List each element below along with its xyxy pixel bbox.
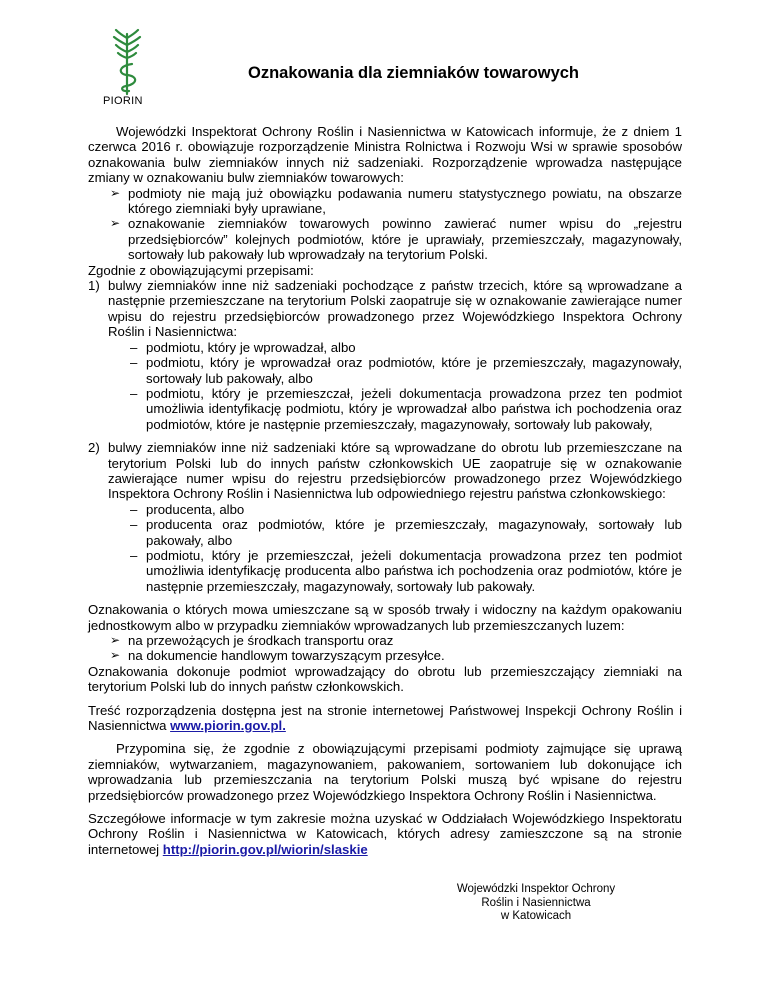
list-item: – producenta oraz podmiotów, które je przemieszczały, magazynowały, sortowały lub pakowały, albo bbox=[88, 517, 682, 548]
intro-paragraph: Wojewódzki Inspektorat Ochrony Roślin i Nasiennictwa w Katowicach informuje, że z dniem 1 czerwca 2016 r. obowiązuje rozporządzenie Ministra Rolnictwa i Rozwoju Wsi w sprawie sposobów oznakowania bulw ziemniaków innych niż sadzeniaki. Rozporządzenie wprowadza następujące zmiany w oznakowaniu bulw ziemniaków towarowych: bbox=[88, 124, 682, 186]
signature-line: Wojewódzki Inspektor Ochrony bbox=[456, 883, 616, 895]
placement-list bbox=[88, 633, 682, 664]
list-item: ➢ oznakowanie ziemniaków towarowych powinno zawierać numer wpisu do „rejestru przedsiębiorców” kolejnych podmiotów, które je uprawiały, przemieszczały, magazynowały, sortowały lub pakowały lub wprowadzały na terytorium Polski. bbox=[88, 216, 682, 262]
list-item: ➢ na przewożących je środkach transportu oraz bbox=[88, 633, 682, 648]
rule-2 bbox=[88, 440, 682, 502]
rule-1-items bbox=[88, 340, 682, 432]
list-item: – podmiotu, który je wprowadzał oraz podmiotów, które je przemieszczały, magazynowały, sortowały lub pakowały, albo bbox=[88, 355, 682, 386]
piorin-link[interactable]: www.piorin.gov.pl. bbox=[170, 718, 286, 734]
regulation-text: Treść rozporządzenia dostępna jest na stronie internetowej Państwowej Inspekcji Ochrony Roślin i Nasiennictwa bbox=[88, 702, 682, 734]
rule-number: 1) bbox=[88, 278, 100, 294]
details-paragraph bbox=[88, 811, 682, 857]
signature-line: w Katowicach bbox=[500, 910, 572, 922]
rule-text: bulwy ziemniaków inne niż sadzeniaki pochodzące z państw trzecich, które są wprowadzane a następnie przemieszczane na terytorium Polski zaopatruje się w oznakowanie zawierające numer wpisu do rejestru przedsiębiorców prowadzonego przez Wojewódzkiego Inspektora Ochrony Roślin i Nasiennictwa: bbox=[108, 278, 682, 340]
wiorin-link[interactable]: http://piorin.gov.pl/wiorin/slaskie bbox=[162, 841, 368, 857]
reminder-paragraph: Przypomina się, że zgodnie z obowiązującymi przepisami podmioty zajmujące się uprawą ziemniaków, wytwarzaniem, magazynowaniem, pakowaniem, sortowaniem lub dokonujące ich wprowadzania lub przemieszczania na terytorium Polski muszą być wpisane do rejestru przedsiębiorców prowadzonego przez Wojewódzkiego Inspektora Ochrony Roślin i Nasiennictwa. bbox=[88, 741, 682, 803]
rule-text: bulwy ziemniaków inne niż sadzeniaki które są wprowadzane do obrotu lub przemieszczane na terytorium Polski lub do innych państw członkowskich UE zaopatruje się w oznakowanie zawierające numer wpisu do rejestru przedsiębiorców prowadzonego przez Wojewódzkiego Inspektora Ochrony Roślin i Nasiennictwa lub odpowiedniego rejestru państwa członkowskiego: bbox=[108, 440, 682, 502]
signature-line: Roślin i Nasiennictwa bbox=[481, 896, 591, 909]
regulation-paragraph bbox=[88, 703, 682, 734]
list-item: ➢ na dokumencie handlowym towarzyszącym przesyłce. bbox=[88, 648, 682, 663]
list-item: – podmiotu, który je wprowadzał, albo bbox=[88, 340, 682, 355]
list-item: – podmiotu, który je przemieszczał, jeżeli dokumentacja prowadzona przez ten podmiot umożliwia identyfikację producenta albo państwa ich pochodzenia oraz podmiotów, które je następnie przemieszczały, magazynowały, sortowały lub pakowały. bbox=[88, 548, 682, 594]
list-item: – podmiotu, który je przemieszczał, jeżeli dokumentacja prowadzona przez ten podmiot umożliwia identyfikację podmiotu, który je wprowadzał albo państwa ich pochodzenia oraz podmiotów, które je następnie przemieszczały, magazynowały, sortowały lub pakowały, bbox=[88, 386, 682, 432]
document-body bbox=[88, 124, 682, 857]
rule-number: 2) bbox=[88, 440, 100, 456]
signature bbox=[456, 883, 616, 924]
rule-2-items bbox=[88, 502, 682, 594]
logo-text: PIORIN bbox=[103, 95, 143, 107]
changes-list bbox=[88, 186, 682, 263]
placement-paragraph: Oznakowania o których mowa umieszczane są w sposób trwały i widoczny na każdym opakowaniu jednostkowym albo w przypadku ziemniaków wprowadzanych lub przemieszczanych luzem: bbox=[88, 602, 682, 633]
responsible-paragraph: Oznakowania dokonuje podmiot wprowadzający do obrotu lub przemieszczający ziemniaki na terytorium Polski lub do innych państw członkowskich. bbox=[88, 663, 682, 695]
list-item: – producenta, albo bbox=[88, 502, 682, 517]
page-title: Oznakowania dla ziemniaków towarowych bbox=[248, 64, 579, 82]
list-item: ➢ podmioty nie mają już obowiązku podawania numeru statystycznego powiatu, na obszarze którego ziemniaki były uprawiane, bbox=[88, 186, 682, 217]
wheat-snake-icon bbox=[96, 28, 158, 98]
rules-intro: Zgodnie z obowiązującymi przepisami: bbox=[88, 262, 314, 278]
rule-1 bbox=[88, 278, 682, 340]
details-text: Szczegółowe informacje w tym zakresie można uzyskać w Oddziałach Wojewódzkiego Inspektoratu Ochrony Roślin i Nasiennictwa w Katowicach, których adresy zamieszczone są na stronie internetowej bbox=[88, 811, 682, 857]
